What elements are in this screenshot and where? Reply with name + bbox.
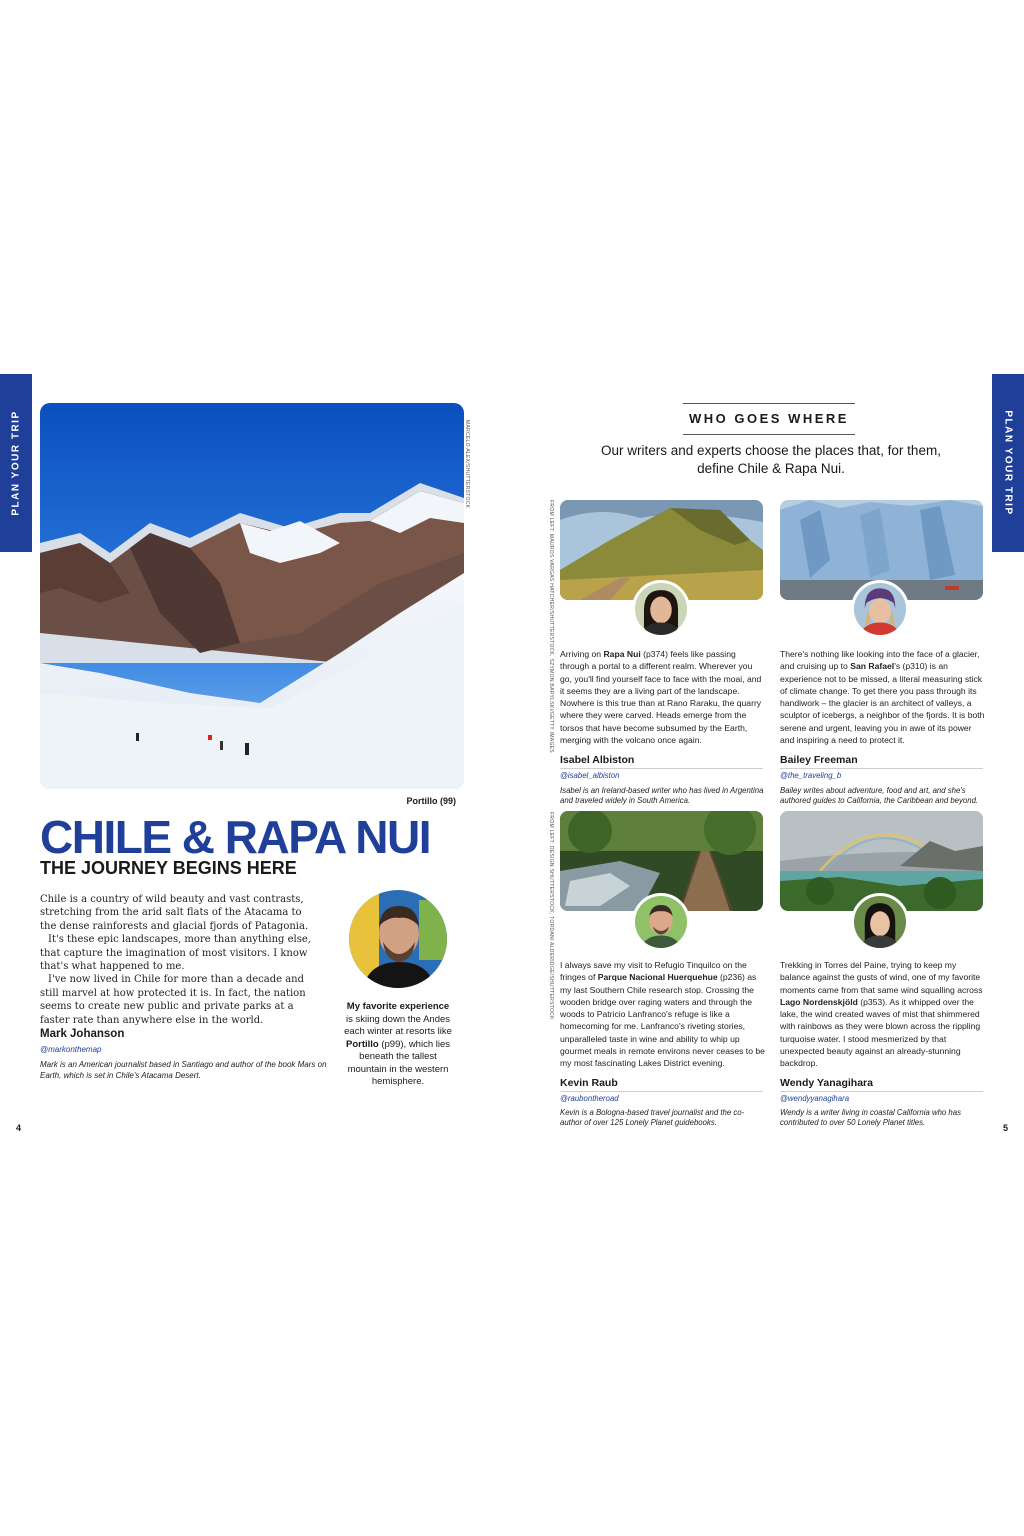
favorite-experience <box>343 1001 453 1089</box>
card-author-handle: @raubontheroad <box>560 1094 619 1103</box>
card-author-bio: Isabel is an Ireland-based writer who has lived in Argentina and traveled widely in South America. <box>560 786 764 806</box>
card-divider <box>780 1091 983 1092</box>
heading-rule-bottom <box>683 434 855 435</box>
plan-your-trip-tab-right <box>992 374 1024 552</box>
favorite-lead: My favorite experience <box>346 1001 450 1012</box>
plan-your-trip-tab-left <box>0 374 32 552</box>
intro-paragraph: Chile is a country of wild beauty and vast contrasts, stretching from the arid salt flats of the Atacama to the dense rainforests and glacial fjords of Patagonia. <box>40 894 309 932</box>
card-author-name: Bailey Freeman <box>780 754 858 766</box>
card-text-part: There's nothing like looking into the face of a glacier, and cruising up to <box>780 649 980 672</box>
intro-paragraph: I've now lived in Chile for more than a decade and still marvel at how protected it is. In fact, the nation seems to create new public and private parks at a faster rate than anywhere else in the world. <box>40 974 306 1026</box>
card-place: Rapa Nui <box>603 649 641 659</box>
hero-photo-portillo <box>40 403 464 789</box>
heading-rule-top <box>683 403 855 404</box>
card-text-part: (p353). As it whipped over the lake, the wind created waves of mist that shimmered with rainbows as they were blown across the rippling turquoise water. I stood mesmerized by that unexpected beauty against an already-stunning backdrop. <box>780 996 981 1069</box>
hero-photo-credit: MARCELO ALEX/SHUTTERSTOCK <box>464 420 470 509</box>
card-place: San Rafael <box>850 661 895 672</box>
card-author-name: Isabel Albiston <box>560 754 635 766</box>
side-tab-label: PLAN YOUR TRIP <box>10 410 22 516</box>
author-handle: @markonthemap <box>40 1045 102 1054</box>
favorite-text: (p99), which lies beneath the tallest mountain in the western hemisphere. <box>347 1038 450 1087</box>
page-title: CHILE & RAPA NUI <box>40 811 430 863</box>
card-author-handle: @wendyyanagihara <box>780 1094 850 1103</box>
card-text-part: I always save my visit to Refugio Tinquilco on the fringes of <box>560 960 747 983</box>
card-text <box>780 959 986 1070</box>
card-text-part: (p236) as my last Southern Chile research stop. Crossing the wooden bridge over raging waters and through the woods to Patricio Lanfranco's refuge is like a homecoming for me. Lanfranco's riveting stories, unparalleled taste in wine and ability to whip up gourmet meals in remote environs never ceases to be my most fascinating Lakes District evening. <box>560 972 765 1069</box>
card-divider <box>780 768 983 769</box>
author-avatar <box>349 890 447 988</box>
intro-paragraph: It's these epic landscapes, more than anything else, that capture the imagination of most visitors. I know that's what happened to me. <box>40 934 311 973</box>
card-avatar-isabel <box>632 580 690 638</box>
card-author-bio: Kevin is a Bologna-based travel journalist and the co-author of over 125 Lonely Planet guidebooks. <box>560 1108 745 1128</box>
card-author-bio: Bailey writes about adventure, food and art, and she's authored guides to California, the Caribbean and beyond. <box>780 786 979 806</box>
card-avatar-kevin <box>632 893 690 951</box>
hero-caption: Portillo (99) <box>406 796 456 806</box>
photo-credit-top: FROM LEFT: MAUROS VARGAS HATCHER/SHUTTERSTOCK, SZYMON BARYLSKI/GETTY IMAGES <box>548 500 554 753</box>
author-name: Mark Johanson <box>40 1028 125 1040</box>
who-goes-where-intro: Our writers and experts choose the places that, for them, define Chile & Rapa Nui. <box>601 443 941 476</box>
page-number-right: 5 <box>1002 1123 1008 1133</box>
card-text-part: 's (p310) is an experience not to be missed, a literal measuring stick of climate change. To get there you pass through its handiwork – the glacier is an architect of valleys, a sculptor of icebergs, a neighbor of the fjords. It is both serene and urgent, leaving you in awe of its power and inspiring a need to protect it. <box>780 661 985 746</box>
card-text <box>560 648 766 746</box>
page-number-left: 4 <box>16 1123 22 1133</box>
favorite-text: is skiing down the Andes each winter at resorts like <box>344 1013 452 1037</box>
card-author-handle: @isabel_albiston <box>560 771 620 780</box>
card-author-name: Wendy Yanagihara <box>780 1077 873 1089</box>
card-place: Lago Nordenskjöld <box>780 996 858 1007</box>
card-text-part: Trekking in Torres del Paine, trying to keep my balance against the gusts of wind, one of my favorite moments came from that same wind squalling across <box>780 960 983 995</box>
card-author-handle: @the_traveling_b <box>780 771 842 780</box>
card-place: Parque Nacional Huerquehue <box>597 972 718 983</box>
card-divider <box>560 768 763 769</box>
intro-text <box>40 893 318 1027</box>
card-text <box>560 959 766 1070</box>
side-tab-label: PLAN YOUR TRIP <box>1002 410 1014 516</box>
card-text-part: Arriving on <box>560 649 604 659</box>
card-author-name: Kevin Raub <box>560 1077 618 1089</box>
author-bio: Mark is an American journalist based in Santiago and author of the book Mars on Earth, which is set in Chile's Atacama Desert. <box>40 1060 327 1080</box>
photo-credit-bottom: FROM LEFT: DESIGN SHUTTERSTOCK, TORDANI ALDERIDGE/SHUTTERSTOCK <box>548 812 554 1020</box>
card-avatar-wendy <box>851 893 909 951</box>
page-subtitle: THE JOURNEY BEGINS HERE <box>40 858 297 878</box>
who-goes-where-heading: WHO GOES WHERE <box>689 411 849 426</box>
card-avatar-bailey <box>851 580 909 638</box>
card-text <box>780 648 986 746</box>
card-author-bio: Wendy is a writer living in coastal California who has contributed to over 50 Lonely Planet titles. <box>780 1108 961 1128</box>
favorite-place: Portillo <box>345 1038 379 1050</box>
card-text-part: (p374) feels like passing through a portal to a different realm. Wherever you go, you'll find yourself face to face with the moai, and it seems they are a living part of the landscape. Nowhere is this true than at Rano Raraku, the quarry where they were carved. Heads emerge from the torsos that have become subsumed by the Earth, merging with the volcano once again. <box>560 649 762 746</box>
card-divider <box>560 1091 763 1092</box>
